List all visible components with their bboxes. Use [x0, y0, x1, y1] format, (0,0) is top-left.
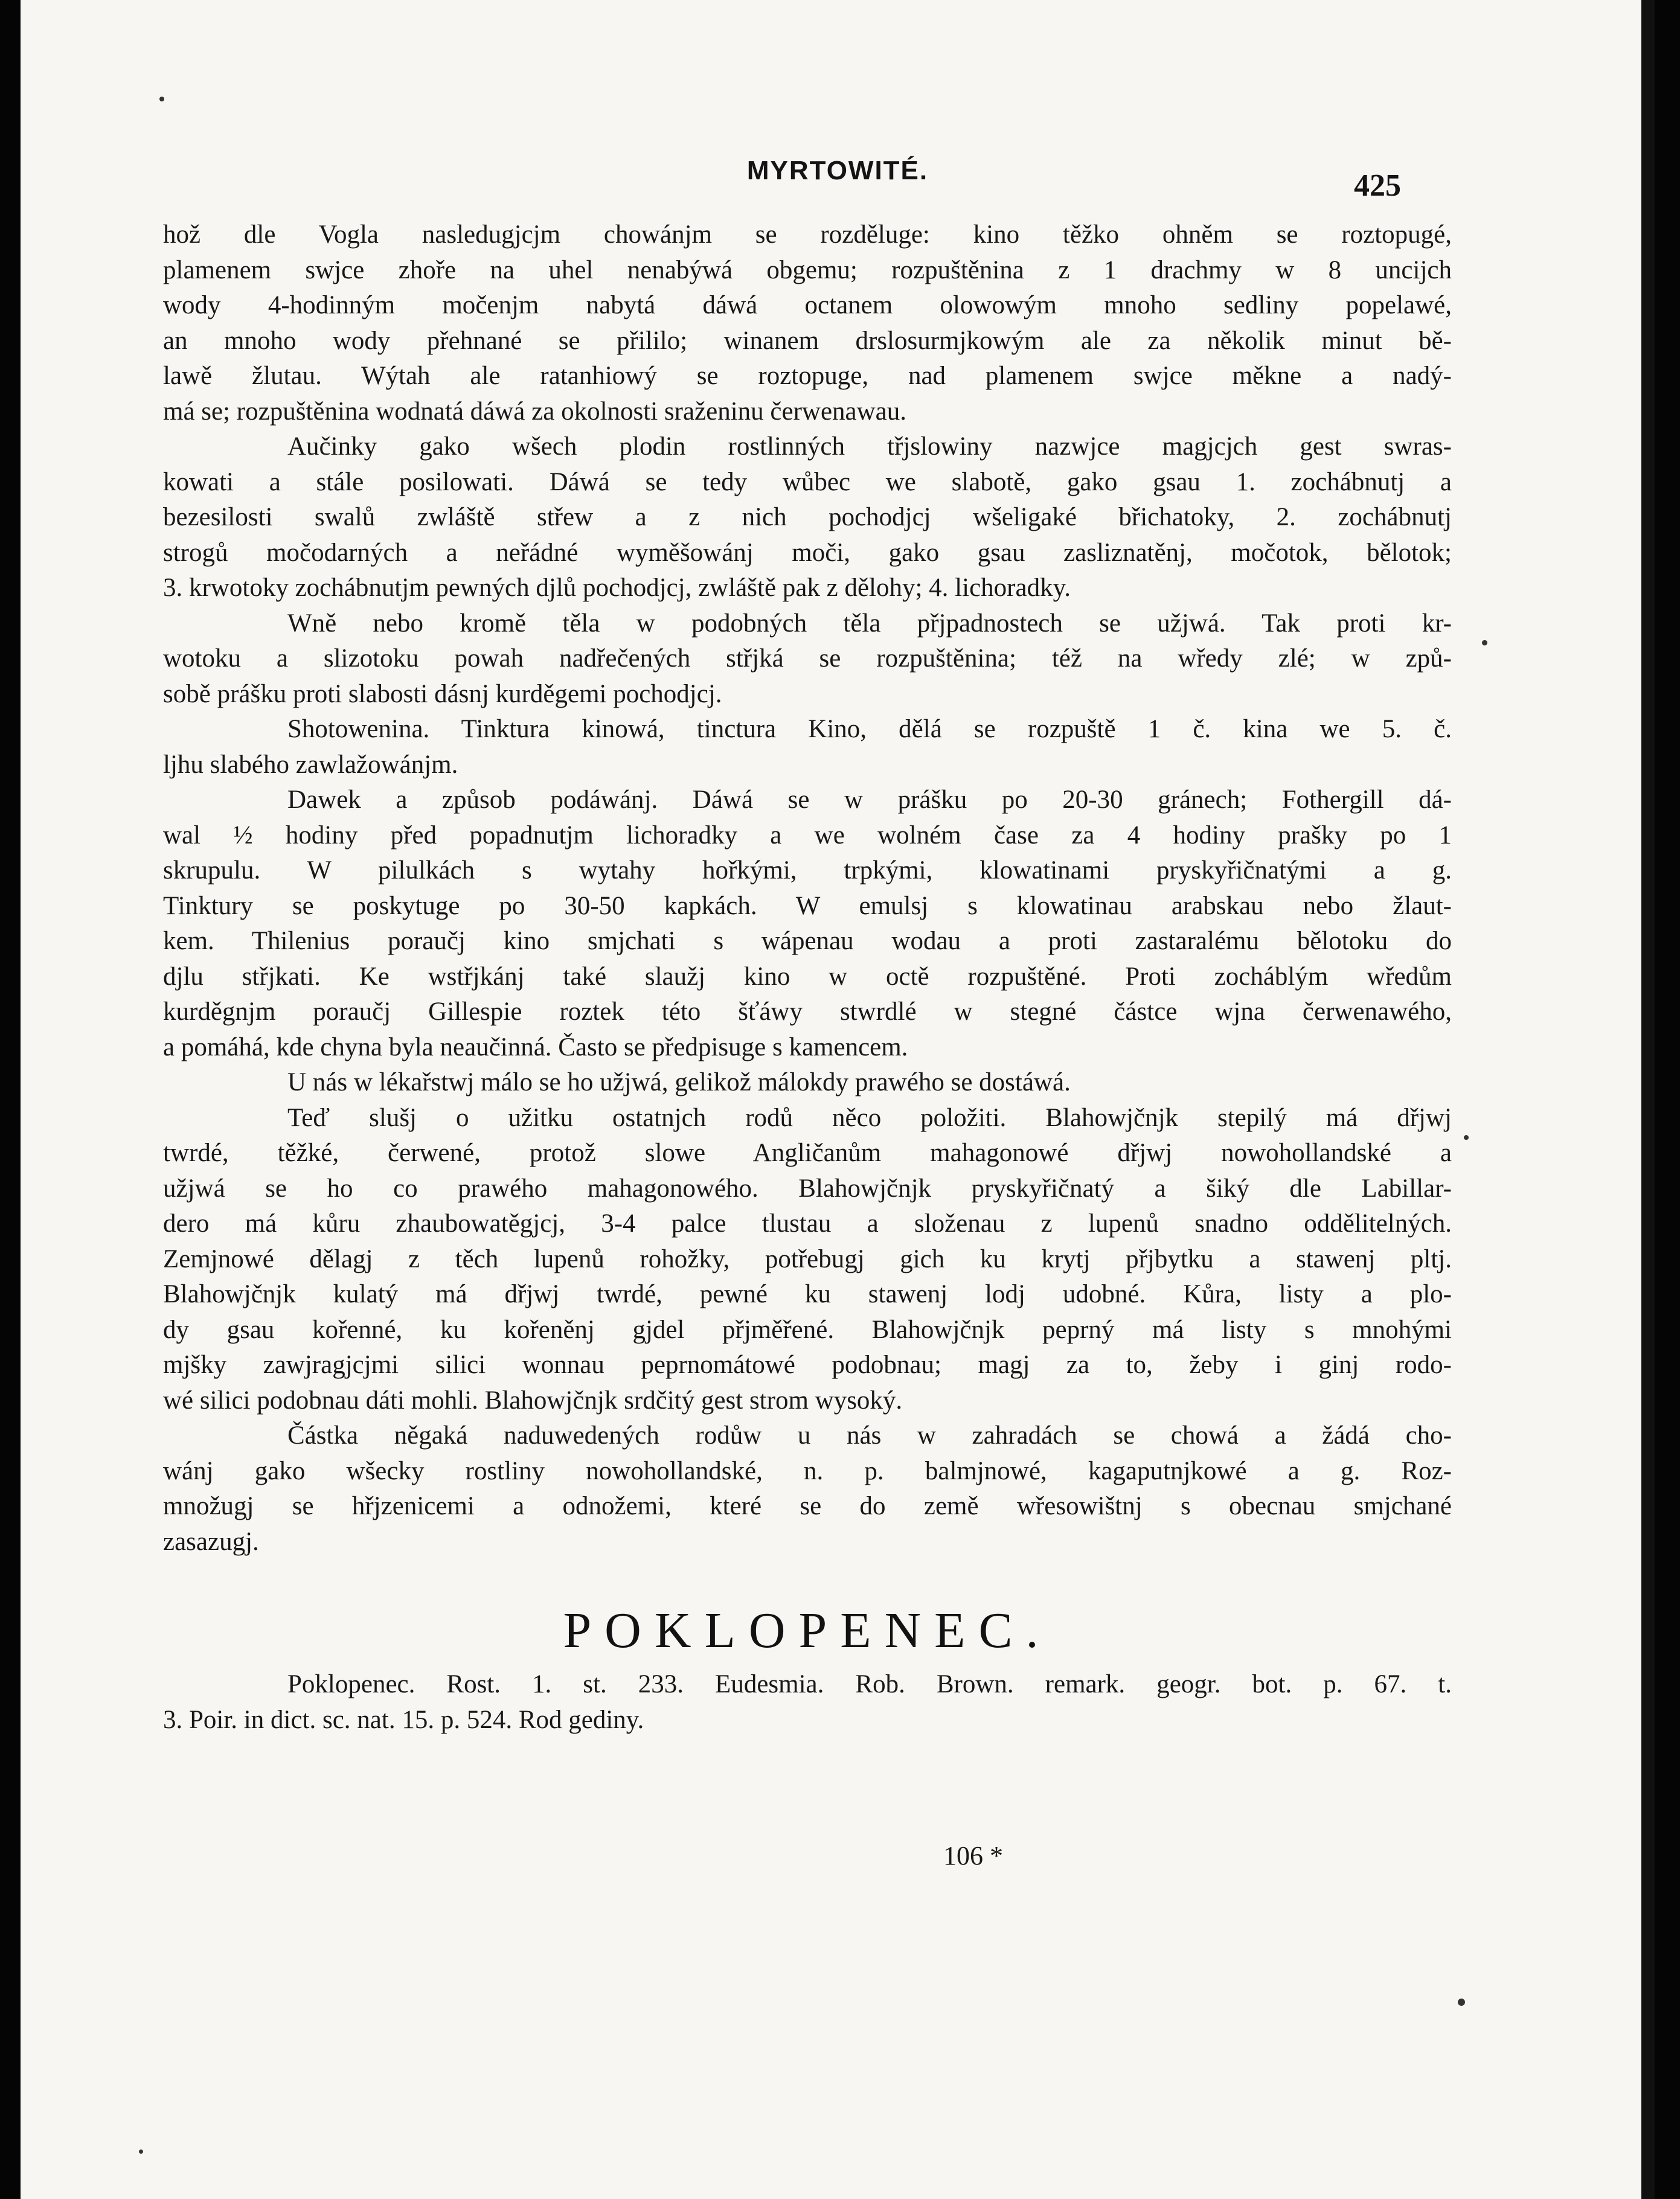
- text-line: kem. Thilenius poraučj kino smjchati s wápenau wodau a proti zastaralému bělotoku do: [163, 927, 1452, 955]
- text-line: mjšky zawjragjcjmi silici wonnau peprnomátowé podobnau; magj za to, žeby i ginj rodo-: [163, 1351, 1452, 1379]
- section-title: POKLOPENEC.: [563, 1602, 1052, 1659]
- text-line: Blahowjčnjk kulatý má dřjwj twrdé, pewné ku stawenj lodj udobné. Kůra, listy a plo-: [163, 1280, 1452, 1308]
- text-line: 3. Poir. in dict. sc. nat. 15. p. 524. Rod gediny.: [163, 1705, 644, 1734]
- text-line: U nás w lékařstwj málo se ho užjwá, gelikož málokdy prawého se dostáwá.: [287, 1068, 1071, 1096]
- paper-speck: [1458, 1999, 1465, 2006]
- text-line: má se; rozpuštěnina wodnatá dáwá za okolnosti sraženinu čerwenawau.: [163, 397, 907, 426]
- page-body: [163, 217, 1452, 1738]
- text-line: 3. krwotoky zochábnutjm pewných djlů pochodjcj, zwláště pak z dělohy; 4. lichoradky.: [163, 574, 1071, 602]
- text-line: wotoku a slizotoku powah nadřečených střjká se rozpuštěnina; též na wředy zlé; w způ-: [163, 644, 1452, 673]
- text-line: lawě žlutau. Wýtah ale ratanhiowý se roztopuge, nad plamenem swjce měkne a nadý-: [163, 362, 1452, 390]
- running-head: MYRTOWITÉ.: [746, 156, 929, 185]
- text-line: sobě prášku proti slabosti dásnj kurděgemi pochodjcj.: [163, 679, 722, 708]
- text-line: ljhu slabého zawlažowánjm.: [163, 750, 458, 779]
- text-line: hož dle Vogla nasledugjcjm chowánjm se rozděluge: kino těžko ohněm se roztopugé,: [163, 220, 1452, 249]
- text-line: wé silici podobnau dáti mohli. Blahowjčnjk srdčitý gest strom wysoký.: [163, 1386, 903, 1415]
- text-line: djlu střjkati. Ke wstřjkánj také slaužj kino w octě rozpuštěné. Proti zocháblým wředům: [163, 962, 1452, 991]
- text-line: wal ½ hodiny před popadnutjm lichoradky a we wolném čase za 4 hodiny prašky po 1: [163, 821, 1452, 850]
- text-line: Teď slušj o užitku ostatnjch rodů něco položiti. Blahowjčnjk stepilý má dřjwj: [287, 1103, 1452, 1132]
- text-line: kurděgnjm poraučj Gillespie roztek této šťáwy stwrdlé w stegné částce wjna čerwenawého,: [163, 997, 1452, 1026]
- text-line: skrupulu. W pilulkách s wytahy hořkými, trpkými, klowatinami pryskyřičnatými a g.: [163, 856, 1452, 885]
- text-line: Částka něgaká naduwedených rodůw u nás w zahradách se chowá a žádá cho-: [287, 1421, 1452, 1450]
- text-line: twrdé, těžké, čerwené, protož slowe Angličanům mahagonowé dřjwj nowohollandské a: [163, 1139, 1452, 1167]
- section-text: [163, 1667, 1452, 1738]
- text-line: strogů močodarných a neřádné wyměšowánj moči, gako gsau zasliznatěnj, močotok, bělotok;: [163, 538, 1452, 567]
- text-line: Shotowenina. Tinktura kinowá, tinctura Kino, dělá se rozpuště 1 č. kina we 5. č.: [287, 715, 1452, 743]
- text-line: wody 4-hodinným močenjm nabytá dáwá octanem olowowým mnoho sedliny popelawé,: [163, 291, 1452, 319]
- text-line: zasazugj.: [163, 1527, 259, 1556]
- main-text: [163, 217, 1452, 1560]
- text-line: Poklopenec. Rost. 1. st. 233. Eudesmia. Rob. Brown. remark. geogr. bot. p. 67. t.: [287, 1670, 1452, 1698]
- book-page: [21, 0, 1655, 2199]
- text-line: bezesilosti swalů zwláště střew a z nich pochodjcj wšeligaké břichatoky, 2. zochábnutj: [163, 503, 1452, 531]
- text-line: a pomáhá, kde chyna byla neaučinná. Často se předpisuge s kamencem.: [163, 1032, 908, 1061]
- text-line: wánj gako wšecky rostliny nowohollandské, n. p. balmjnowé, kagaputnjkowé a g. Roz-: [163, 1456, 1452, 1485]
- text-line: kowati a stále posilowati. Dáwá se tedy wůbec we slabotě, gako gsau 1. zochábnutj a: [163, 467, 1452, 496]
- text-line: množugj se hřjzenicemi a odnožemi, které se do země wřesowištnj s obecnau smjchané: [163, 1492, 1452, 1520]
- text-line: Wně nebo kromě těla w podobných těla přjpadnostech se užjwá. Tak proti kr-: [287, 609, 1452, 638]
- text-line: Dawek a způsob podáwánj. Dáwá se w prášku po 20-30 gránech; Fothergill dá-: [287, 786, 1452, 814]
- text-line: užjwá se ho co prawého mahagonowého. Blahowjčnjk pryskyřičnatý a šiký dle Labillar-: [163, 1174, 1452, 1203]
- text-line: Zemjnowé dělagj z těch lupenů rohožky, potřebugj gich ku krytj přjbytku a stawenj pltj.: [163, 1244, 1452, 1273]
- paper-speck: [139, 2149, 143, 2154]
- text-line: Aučinky gako wšech plodin rostlinných třjslowiny nazwjce magjcjch gest swras-: [287, 432, 1452, 461]
- text-line: plamenem swjce zhoře na uhel nenabýwá obgemu; rozpuštěnina z 1 drachmy w 8 uncijch: [163, 255, 1452, 284]
- paper-speck: [1464, 1135, 1469, 1140]
- text-line: dy gsau kořenné, ku kořeněnj gjdel přjměřené. Blahowjčnjk peprný má listy s mnohými: [163, 1315, 1452, 1344]
- printer-signature: 106 *: [943, 1841, 1003, 1871]
- paper-speck: [1482, 640, 1487, 645]
- page-number: 425: [1354, 168, 1401, 203]
- text-line: an mnoho wody přehnané se přililo; winanem drslosurmjkowým ale za několik minut bě-: [163, 326, 1452, 355]
- text-line: Tinktury se poskytuge po 30-50 kapkách. W emulsj s klowatinau arabskau nebo žlaut-: [163, 891, 1452, 920]
- paper-speck: [159, 97, 164, 101]
- text-line: dero má kůru zhaubowatěgjcj, 3-4 palce tlustau a složenau z lupenů snadno oddělitelných.: [163, 1209, 1452, 1238]
